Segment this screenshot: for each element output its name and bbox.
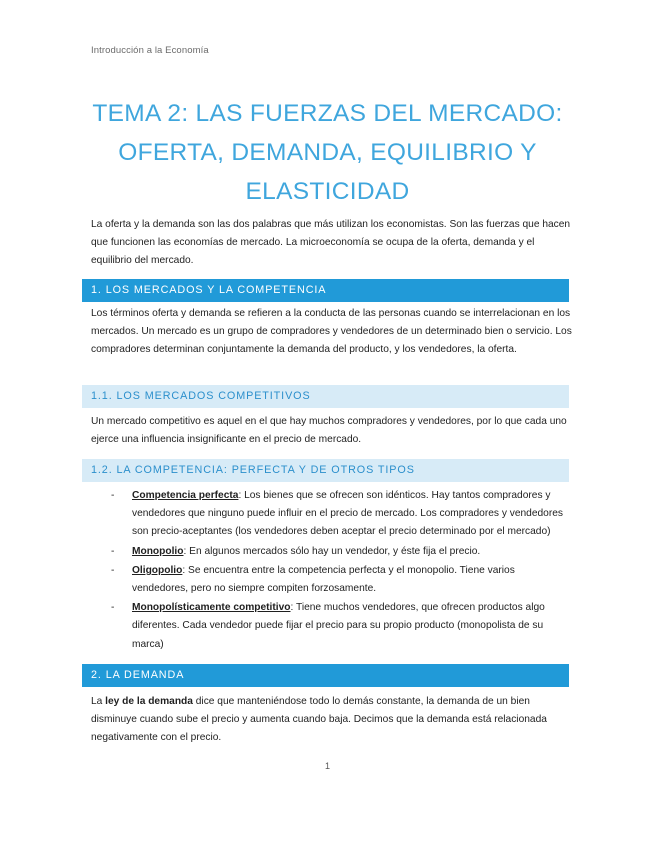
term-label: Competencia perfecta <box>132 490 239 501</box>
term-description: : Los bienes que se ofrecen son idénticos. Hay tantos compradores y vendedores que ninguno puede influir en el precio de mercado. Los compradores y vendedores son precio-aceptantes (los vendedores deben aceptar el precio determinado por el mercado) <box>132 490 563 538</box>
law-of-demand-term: ley de la demanda <box>105 696 193 707</box>
section-heading-1-1: 1.1. LOS MERCADOS COMPETITIVOS <box>82 385 569 408</box>
page-title: TEMA 2: LAS FUERZAS DEL MERCADO: OFERTA, DEMANDA, EQUILIBRIO Y ELASTICIDAD <box>92 100 563 205</box>
intro-paragraph: La oferta y la demanda son las dos palabras que más utilizan los economistas. Son las fuerzas que hacen que funcionen las economías de mercado. La microeconomía se ocupa de la oferta, demanda y el equilibrio del mercado. <box>91 219 571 267</box>
running-header: Introducción a la Economía <box>91 45 209 56</box>
list-item <box>111 487 573 542</box>
term-description: : Tiene muchos vendedores, que ofrecen productos algo diferentes. Cada vendedor puede fijar el precio para su propio producto (monopolista de su marca) <box>132 602 545 650</box>
term-description: : Se encuentra entre la competencia perfecta y el monopolio. Tiene varios vendedores, pero no siempre compiten forzosamente. <box>132 564 515 595</box>
term-label: Monopolísticamente competitivo <box>132 602 291 614</box>
page-number: 1 <box>324 761 330 771</box>
paragraph-text: dice que manteniéndose todo lo demás constante, la demanda de un bien disminuye cuando sube el precio y aumenta cuando baja. Decimos que la demanda está relacionada negativamente con el precio. <box>91 696 547 744</box>
section-2-paragraph <box>91 693 573 748</box>
bullet-dash: - <box>111 490 115 501</box>
bullet-dash: - <box>111 564 115 576</box>
list-item <box>111 562 573 598</box>
paragraph-text: La <box>91 696 106 707</box>
list-item <box>111 599 573 654</box>
section-heading-2: 2. LA DEMANDA <box>82 664 569 687</box>
bullet-dash: - <box>111 545 115 557</box>
section-1-1-paragraph: Un mercado competitivo es aquel en el que hay muchos compradores y vendedores, por lo que cada uno ejerce una influencia insignificante en el precio de mercado. <box>91 416 567 446</box>
term-label: Oligopolio <box>132 564 183 576</box>
term-label: Monopolio <box>132 545 184 557</box>
bullet-dash: - <box>111 602 115 614</box>
section-heading-1-2: 1.2. LA COMPETENCIA: PERFECTA Y DE OTROS TIPOS <box>82 459 569 482</box>
section-heading-1: 1. LOS MERCADOS Y LA COMPETENCIA <box>82 279 569 302</box>
list-item <box>111 543 573 561</box>
term-description: : En algunos mercados sólo hay un vendedor, y éste fija el precio. <box>183 545 481 557</box>
competition-types-list <box>111 487 573 655</box>
section-1-paragraph: Los términos oferta y demanda se refieren a la conducta de las personas cuando se interrelacionan en los mercados. Un mercado es un grupo de compradores y vendedores de un determinado bien o servicio. Los compradores determinan conjuntamente la demanda del producto, y los vendedores, la oferta. <box>91 308 572 356</box>
